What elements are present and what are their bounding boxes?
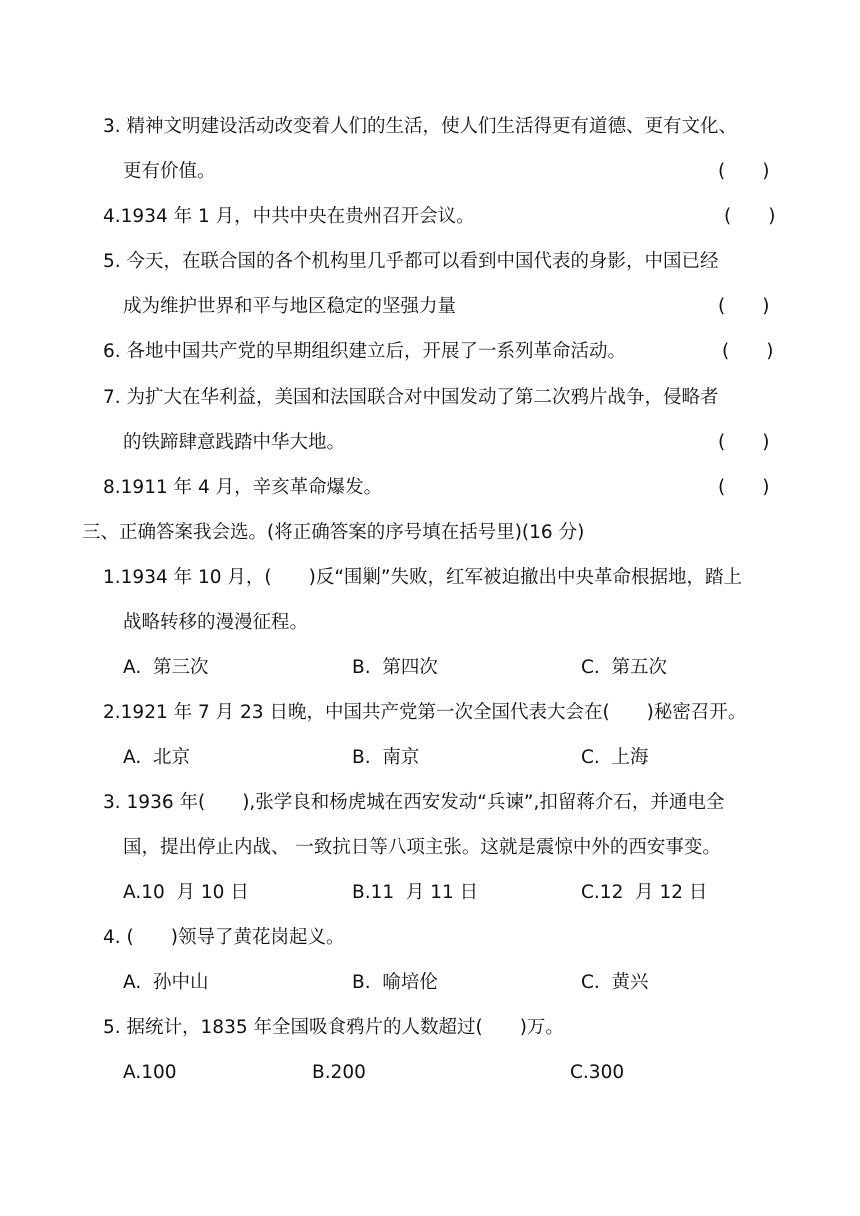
mc-q1-line1: 1.1934 年 10 月，( )反“围剿”失败，红军被迫撤出中央革命根据地，踏上 [103,567,743,588]
mc-q3-option-a[interactable]: A.10 月 10 日 [123,882,249,903]
judge-q6-answer-paren[interactable]: ( ) [722,341,774,362]
judge-q7-line1: 7. 为扩大在华利益，美国和法国联合对中国发动了第二次鸦片战争，侵略者 [103,387,719,408]
judge-q8-answer-paren[interactable]: ( ) [718,477,770,498]
judge-q8-line1: 8.1911 年 4 月，辛亥革命爆发。 [103,477,383,498]
judge-q4-answer-paren[interactable]: ( ) [724,206,776,227]
mc-q4-option-c[interactable]: C. 黄兴 [581,972,649,993]
judge-q6-line1: 6. 各地中国共产党的早期组织建立后，开展了一系列革命活动。 [103,341,627,362]
judge-q3-answer-paren[interactable]: ( ) [718,161,770,182]
judge-q5-line1: 5. 今天，在联合国的各个机构里几乎都可以看到中国代表的身影，中国已经 [103,251,719,272]
judge-q3-line1: 3. 精神文明建设活动改变着人们的生活，使人们生活得更有道德、更有文化、 [103,116,738,137]
mc-q1-option-b[interactable]: B. 第四次 [352,657,438,678]
mc-q2-option-a[interactable]: A. 北京 [123,747,190,768]
mc-q2-option-c[interactable]: C. 上海 [581,747,649,768]
judge-q5-line2: 成为维护世界和平与地区稳定的坚强力量 [123,296,457,317]
mc-q3-line2: 国，提出停止内战、 一致抗日等八项主张。这就是震惊中外的西安事变。 [123,837,721,858]
judge-q7-answer-paren[interactable]: ( ) [718,432,770,453]
judge-q5-answer-paren[interactable]: ( ) [718,296,770,317]
mc-q5-option-b[interactable]: B.200 [312,1062,366,1083]
mc-q5-option-c[interactable]: C.300 [570,1062,625,1083]
mc-q4-line1: 4. ( )领导了黄花岗起义。 [103,927,345,948]
mc-q3-line1: 3. 1936 年( ),张学良和杨虎城在西安发动“兵谏”,扣留蒋介石，并通电全 [103,792,725,813]
mc-q1-line2: 战略转移的漫漫征程。 [123,612,309,633]
judge-q3-line2: 更有价值。 [123,161,216,182]
mc-q3-option-c[interactable]: C.12 月 12 日 [581,882,708,903]
section-heading: 三、正确答案我会选。(将正确答案的序号填在括号里)(16 分) [82,522,585,543]
mc-q4-option-a[interactable]: A. 孙中山 [123,972,209,993]
mc-q5-option-a[interactable]: A.100 [123,1062,177,1083]
judge-q7-line2: 的铁蹄肆意践踏中华大地。 [123,432,346,453]
mc-q3-option-b[interactable]: B.11 月 11 日 [352,882,479,903]
mc-q2-option-b[interactable]: B. 南京 [352,747,420,768]
judge-q4-line1: 4.1934 年 1 月，中共中央在贵州召开会议。 [103,206,475,227]
mc-q2-line1: 2.1921 年 7 月 23 日晚，中国共产党第一次全国代表大会在( )秘密召开。 [103,702,747,723]
mc-q5-line1: 5. 据统计，1835 年全国吸食鸦片的人数超过( )万。 [103,1017,564,1038]
mc-q1-option-c[interactable]: C. 第五次 [581,657,668,678]
mc-q4-option-b[interactable]: B. 喻培伦 [352,972,438,993]
mc-q1-option-a[interactable]: A. 第三次 [123,657,209,678]
